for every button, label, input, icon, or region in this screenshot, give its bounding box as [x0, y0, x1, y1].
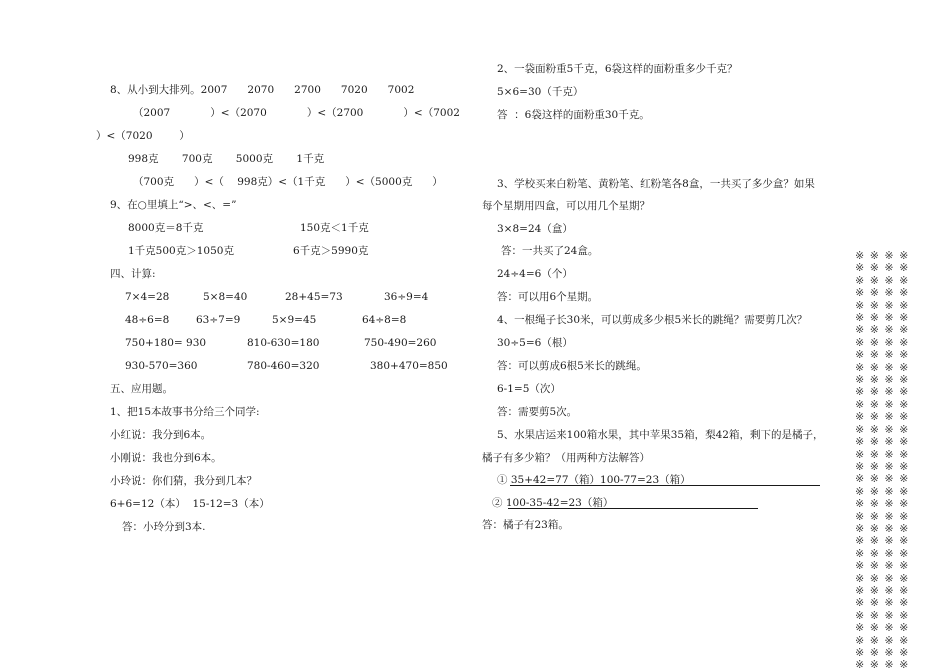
calc-cell: 36÷9=4 [384, 291, 429, 303]
application-4-calc-2: 6-1=5（次） [497, 383, 561, 395]
application-2-calc: 5×6=30（千克） [497, 86, 584, 98]
calc-cell: 5×8=40 [203, 291, 248, 303]
application-1-title: 1、把15本故事书分给三个同学: [110, 406, 260, 418]
application-1-line-1: 小红说：我分到6本。 [110, 429, 212, 441]
decorative-star-margin: ※ ※ ※ ※ ※ ※ ※ ※ ※ ※ ※ ※ ※ ※ ※ ※ ※ ※ ※ ※ ※ ※ ※ ※ ※ ※ ※ ※ ※ ※ ※ ※ ※ ※ ※ ※ ※ ※ ※ ※ ※ ※ ※ ※ ※ ※ ※ ※ ※ ※ ※ ※ ※ ※ ※ ※ ※ ※ ※ ※ ※ ※ ※ ※ ※ ※ ※ ※ ※ ※ ※ ※ ※ ※ ※ ※ ※ ※ ※ ※ ※ ※ ※ ※ ※ ※ ※ ※ ※ ※ ※ ※ ※ ※ ※ ※ ※ ※ ※ ※ ※ ※ ※ ※ ※ ※ ※ ※ ※ ※ ※ ※ ※ ※ ※ ※ ※ ※ ※ ※ ※ ※ ※ ※ ※ ※ ※ ※ ※ ※ ※ ※ ※ ※ ※ ※ [855, 249, 910, 672]
application-2-answer: 答 ：6袋这样的面粉重30千克。 [497, 109, 650, 121]
application-4-calc-1: 30÷5=6（根） [497, 337, 573, 349]
question-8-weights: 998克 700克 5000克 1千克 [128, 153, 325, 165]
application-3-answer-1: 答：一共买了24盒。 [501, 245, 599, 257]
calc-cell: 28+45=73 [285, 291, 343, 303]
application-5-answer: 答：橘子有23箱。 [482, 519, 569, 531]
question-9-title: 9、在○里填上“>、<、=” [110, 199, 237, 211]
application-4-title: 4、一根绳子长30米，可以剪成多少根5米长的跳绳？需要剪几次？ [497, 314, 808, 326]
calc-cell: 750-490=260 [364, 337, 437, 349]
application-5-method-1: ① 35+42=77（箱）100-77=23（箱） [497, 474, 691, 486]
question-9-item-a: 8000克＝8千克 [128, 222, 204, 234]
application-2-title: 2、一袋面粉重5千克，6袋这样的面粉重多少千克？ [497, 63, 738, 75]
answer-underline [508, 508, 758, 509]
application-1-answer: 答：小玲分到3本. [122, 521, 206, 533]
calc-cell: 64÷8=8 [362, 314, 407, 326]
calc-cell: 780-460=320 [247, 360, 320, 372]
calc-cell: 63÷7=9 [196, 314, 241, 326]
application-1-calc: 6+6=12（本） 15-12=3（本） [110, 498, 270, 510]
question-9-item-b: 150克＜1千克 [300, 222, 369, 234]
calc-cell: 5×9=45 [272, 314, 317, 326]
application-5-title-line-1: 5、水果店运来100箱水果，其中苹果35箱，梨42箱，剩下的是橘子， [497, 429, 824, 441]
application-4-answer-2: 答：需要剪5次。 [497, 406, 578, 418]
application-1-line-3: 小玲说：你们猜，我分到几本？ [110, 475, 257, 487]
calc-cell: 48÷6=8 [125, 314, 170, 326]
application-1-line-2: 小刚说：我也分到6本。 [110, 452, 222, 464]
question-9-item-c: 1千克500克＞1050克 [128, 245, 234, 257]
section-4-title: 四、计算: [110, 268, 156, 280]
section-5-title: 五、应用题。 [110, 383, 173, 395]
calc-cell: 7×4=28 [125, 291, 170, 303]
question-9-item-d: 6千克＞5990克 [293, 245, 369, 257]
question-8-title: 8、从小到大排列。2007 2070 2700 7020 7002 [110, 84, 415, 96]
question-8-answer-line-2: ）<（7020 ） [96, 130, 190, 142]
answer-underline [510, 485, 820, 486]
question-8-answer-line-1: （2007 ）<（2070 ）<（2700 ）<（7002 [133, 107, 460, 119]
application-3-calc-1: 3×8=24（盒） [497, 223, 573, 235]
calc-cell: 750+180= 930 [125, 337, 207, 349]
application-3-calc-2: 24÷4=6（个） [497, 268, 573, 280]
application-3-title-line-2: 每个星期用四盒，可以用几个星期？ [482, 200, 650, 212]
application-3-title-line-1: 3、学校买来白粉笔、黄粉笔、红粉笔各8盒，一共买了多少盒？如果 [497, 178, 815, 190]
calc-cell: 380+470=850 [370, 360, 448, 372]
application-3-answer-2: 答：可以用6个星期。 [497, 291, 599, 303]
application-4-answer-1: 答：可以剪成6根5米长的跳绳。 [497, 360, 647, 372]
question-8-weights-answer: （700克 ）<（ 998克）<（1千克 ）<（5000克 ） [133, 176, 443, 188]
calc-cell: 930-570=360 [125, 360, 198, 372]
application-5-title-line-2: 橘子有多少箱？（用两种方法解答） [482, 452, 650, 464]
calc-cell: 810-630=180 [247, 337, 320, 349]
application-5-method-2: ② 100-35-42=23（箱） [492, 497, 614, 509]
